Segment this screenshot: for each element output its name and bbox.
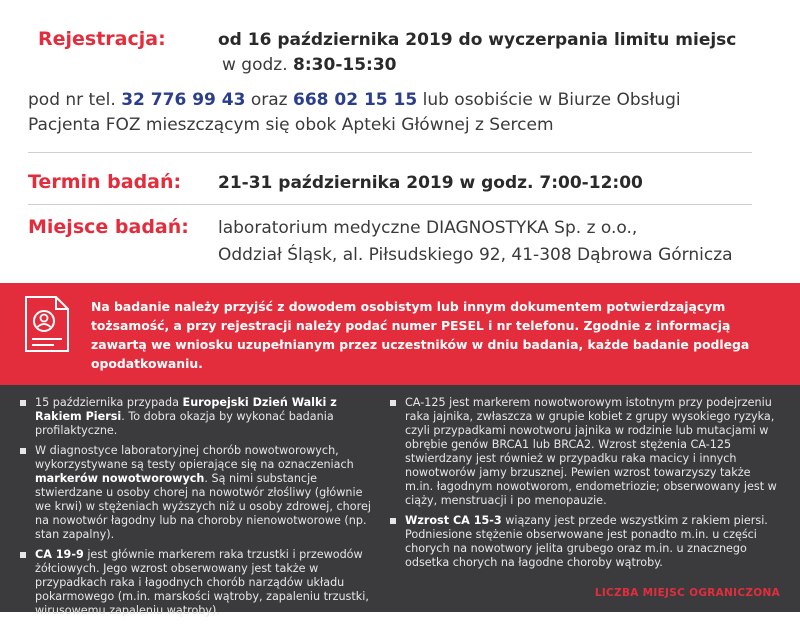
info-item: [20, 396, 382, 438]
info-text: W diagnostyce laboratoryjnej chorób nowotworowych, wykorzystywane są testy opierające się na oznaczeniach: [35, 444, 354, 471]
info-highlight: Europejski Dzień Walki z Rakiem Piersi: [35, 396, 337, 423]
info-column-right: [390, 396, 782, 576]
info-item: [390, 514, 782, 570]
registration-hours: [222, 55, 396, 75]
info-item: [20, 444, 382, 542]
bullet-icon: [390, 518, 396, 524]
info-text: CA-125 jest markerem nowotworowym istotnym przy podejrzeniu raka jajnika, zwłaszcza w grupie kobiet z grupy wysokiego ryzyka, czyli przypadkami nowotworu jajnika w rodzinie lub mutacjami w obrębie genów BRCA1 lub BRCA2. Wzrost stężenia CA-125 stwierdzany jest również w przypadku raka macicy i innych nowotworów jamy brzusznej. Pewien wzrost towarzyszy także m.in. łagodnym nowotworom, endometriozie; obserwowany jest w ciąży, menstruacji i po menopauzie.: [405, 396, 777, 507]
info-panel: [0, 385, 800, 617]
divider: [28, 152, 752, 153]
phone-or: oraz: [250, 90, 288, 110]
hours-prefix: w godz.: [222, 55, 288, 75]
info-column-left: [20, 396, 382, 624]
hours-value: 8:30-15:30: [293, 55, 397, 75]
phone-number-2: 668 02 15 15: [292, 90, 418, 110]
exam-date-label: Termin badań:: [28, 171, 182, 193]
info-highlight: Wzrost CA 15-3: [405, 514, 502, 527]
info-item: [390, 396, 782, 508]
bullet-icon: [20, 448, 26, 454]
notice-text: Na badanie należy przyjść z dowodem osobistym lub innym dokumentem potwierdzającym tożsamość, a przy rejestracji należy podać numer PESEL i nr telefonu. Zgodnie z informacją zawartą we wniosku uzupełnianym przez uczestników w dniu badania, każde badanie podlega opodatkowaniu.: [91, 299, 750, 371]
registration-date: od 16 października 2019 do wyczerpania limitu miejsc: [218, 30, 737, 50]
bullet-icon: [20, 400, 26, 406]
info-text: wiązany jest przede wszystkim z rakiem piersi. Podniesione stężenie obserwowane jest ponadto m.in. u części chorych na nowotwory jelita grubego oraz m.in. u znacznego odsetka chorych na łagodne choroby wątroby.: [405, 514, 768, 569]
info-text: . Są nimi substancje stwierdzane u osoby chorej na nowotwór złośliwy (głównie we krwi) w stężeniach wyższych niż u osoby zdrowej, chorej na nowotwór łagodny lub na choroby nienowotworowe (np. stan zapalny).: [35, 472, 371, 541]
limited-places-note: LICZBA MIEJSC OGRANICZONA: [594, 587, 780, 599]
notice-banner: [0, 283, 800, 385]
bullet-icon: [390, 400, 396, 406]
info-highlight: CA 19-9: [35, 548, 84, 561]
phone-suffix: lub osobiście w Biurze Obsługi: [422, 90, 681, 110]
info-text: 15 października przypada: [35, 396, 183, 409]
bullet-icon: [20, 552, 26, 558]
info-text: jest głównie markerem raka trzustki i przewodów żółciowych. Jego wzrost obserwowany jest także w przypadkach raka i łagodnych chorób narządów układu pokarmowego (m.in. marskości wątroby, zapaleniu trzustki, wirusowemu zapaleniu wątroby).: [35, 548, 369, 617]
info-text: . To dobra okazja by wykonać badania profilaktyczne.: [35, 410, 334, 437]
phone-prefix: pod nr tel.: [28, 90, 116, 110]
exam-date-value: 21-31 października 2019 w godz. 7:00-12:00: [218, 173, 643, 193]
event-info: [0, 0, 800, 283]
info-highlight: markerów nowotworowych: [35, 472, 205, 485]
exam-place-label: Miejsce badań:: [28, 216, 189, 238]
divider: [28, 204, 752, 205]
office-location: Pacjenta FOZ mieszczącym się obok Apteki Głównej z Sercem: [28, 115, 554, 135]
phone-number-1: 32 776 99 43: [121, 90, 246, 110]
id-document-icon: [22, 295, 72, 353]
registration-label: Rejestracja:: [38, 28, 166, 50]
exam-place-line-1: laboratorium medyczne DIAGNOSTYKA Sp. z o.o.,: [218, 218, 638, 238]
info-item: [20, 548, 382, 618]
exam-place-line-2: Oddział Śląsk, al. Piłsudskiego 92, 41-308 Dąbrowa Górnicza: [218, 245, 733, 265]
registration-contact: [28, 90, 681, 110]
